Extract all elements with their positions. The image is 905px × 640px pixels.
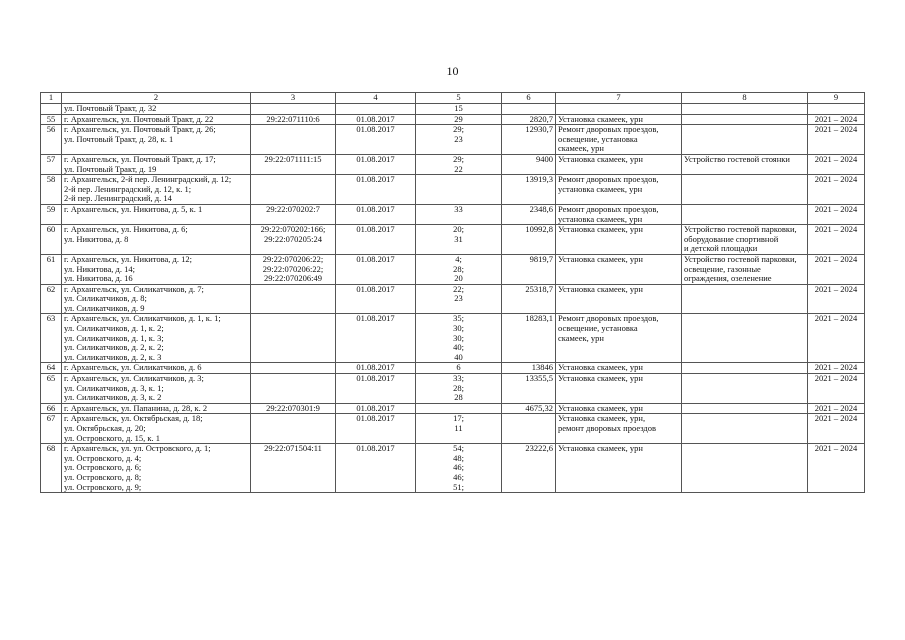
cost-cell: 4675,32 bbox=[502, 403, 556, 414]
area-cell: 29; 22 bbox=[416, 154, 502, 174]
period-cell: 2021 – 2024 bbox=[808, 403, 865, 414]
column-number-row bbox=[41, 93, 865, 104]
cost-cell bbox=[502, 414, 556, 444]
row-number: 55 bbox=[41, 114, 62, 125]
row-number: 60 bbox=[41, 225, 62, 255]
table-row bbox=[41, 204, 865, 224]
extra-works-cell bbox=[682, 374, 808, 404]
cost-cell: 12930,7 bbox=[502, 125, 556, 155]
date-cell: 01.08.2017 bbox=[336, 403, 416, 414]
works-cell bbox=[556, 104, 682, 115]
works-cell: Установка скамеек, урн bbox=[556, 374, 682, 404]
row-number: 67 bbox=[41, 414, 62, 444]
table-row bbox=[41, 104, 865, 115]
works-cell: Установка скамеек, урн bbox=[556, 254, 682, 284]
address-cell: г. Архангельск, ул. Папанина, д. 28, к. 2 bbox=[62, 403, 251, 414]
table-row bbox=[41, 114, 865, 125]
address-cell: г. Архангельск, ул. Никитова, д. 5, к. 1 bbox=[62, 204, 251, 224]
table-row bbox=[41, 175, 865, 205]
table-row bbox=[41, 225, 865, 255]
period-cell: 2021 – 2024 bbox=[808, 114, 865, 125]
cadastral-cell bbox=[251, 284, 336, 314]
date-cell: 01.08.2017 bbox=[336, 374, 416, 404]
works-cell: Установка скамеек, урн bbox=[556, 154, 682, 174]
works-cell: Установка скамеек, урн bbox=[556, 444, 682, 493]
cadastral-cell: 29:22:070202:7 bbox=[251, 204, 336, 224]
extra-works-cell: Устройство гостевой парковки, освещение, газонные ограждения, озеленение bbox=[682, 254, 808, 284]
period-cell bbox=[808, 104, 865, 115]
extra-works-cell bbox=[682, 125, 808, 155]
works-cell: Установка скамеек, урн, ремонт дворовых проездов bbox=[556, 414, 682, 444]
cadastral-cell: 29:22:071110:6 bbox=[251, 114, 336, 125]
period-cell: 2021 – 2024 bbox=[808, 154, 865, 174]
cadastral-cell bbox=[251, 314, 336, 363]
area-cell bbox=[416, 403, 502, 414]
works-cell: Установка скамеек, урн bbox=[556, 363, 682, 374]
address-cell: г. Архангельск, ул. Силикатчиков, д. 3; ул. Силикатчиков, д. 3, к. 1; ул. Силикатчиков, д. 3, к. 2 bbox=[62, 374, 251, 404]
row-number: 64 bbox=[41, 363, 62, 374]
column-header: 5 bbox=[416, 93, 502, 104]
period-cell: 2021 – 2024 bbox=[808, 444, 865, 493]
cost-cell: 18283,1 bbox=[502, 314, 556, 363]
period-cell: 2021 – 2024 bbox=[808, 125, 865, 155]
table-row bbox=[41, 444, 865, 493]
column-header: 7 bbox=[556, 93, 682, 104]
row-number: 56 bbox=[41, 125, 62, 155]
date-cell: 01.08.2017 bbox=[336, 204, 416, 224]
extra-works-cell bbox=[682, 104, 808, 115]
cost-cell: 13846 bbox=[502, 363, 556, 374]
date-cell: 01.08.2017 bbox=[336, 125, 416, 155]
cost-cell: 13919,3 bbox=[502, 175, 556, 205]
table-row bbox=[41, 254, 865, 284]
table-row bbox=[41, 125, 865, 155]
works-cell: Установка скамеек, урн bbox=[556, 225, 682, 255]
extra-works-cell bbox=[682, 414, 808, 444]
cost-cell: 13355,5 bbox=[502, 374, 556, 404]
extra-works-cell: Устройство гостевой парковки, оборудование спортивной и детской площадки bbox=[682, 225, 808, 255]
period-cell: 2021 – 2024 bbox=[808, 363, 865, 374]
date-cell: 01.08.2017 bbox=[336, 154, 416, 174]
row-number: 61 bbox=[41, 254, 62, 284]
address-cell: г. Архангельск, ул. Силикатчиков, д. 1, к. 1; ул. Силикатчиков, д. 1, к. 2; ул. Силикатчиков, д. 1, к. 3; ул. Силикатчиков, д. 2, к. 2; ул. Силикатчиков, д. 2, к. 3 bbox=[62, 314, 251, 363]
cost-cell: 2348,6 bbox=[502, 204, 556, 224]
address-cell: г. Архангельск, ул. Силикатчиков, д. 6 bbox=[62, 363, 251, 374]
cadastral-cell: 29:22:071504:11 bbox=[251, 444, 336, 493]
page-number: 10 bbox=[446, 64, 459, 78]
cadastral-cell bbox=[251, 104, 336, 115]
extra-works-cell bbox=[682, 363, 808, 374]
date-cell: 01.08.2017 bbox=[336, 114, 416, 125]
cost-cell bbox=[502, 104, 556, 115]
cadastral-cell: 29:22:070301:9 bbox=[251, 403, 336, 414]
area-cell: 29; 23 bbox=[416, 125, 502, 155]
date-cell: 01.08.2017 bbox=[336, 414, 416, 444]
address-cell: г. Архангельск, ул. Октябрьская, д. 18; ул. Октябрьская, д. 20; ул. Островского, д. 15, к. 1 bbox=[62, 414, 251, 444]
area-cell: 6 bbox=[416, 363, 502, 374]
extra-works-cell bbox=[682, 114, 808, 125]
works-cell: Ремонт дворовых проездов, установка скамеек, урн bbox=[556, 175, 682, 205]
table-row bbox=[41, 414, 865, 444]
table-row bbox=[41, 403, 865, 414]
area-cell: 15 bbox=[416, 104, 502, 115]
cost-cell: 9819,7 bbox=[502, 254, 556, 284]
works-cell: Ремонт дворовых проездов, освещение, установка скамеек, урн bbox=[556, 314, 682, 363]
works-cell: Установка скамеек, урн bbox=[556, 114, 682, 125]
column-header: 9 bbox=[808, 93, 865, 104]
cost-cell: 2820,7 bbox=[502, 114, 556, 125]
area-cell: 33; 28; 28 bbox=[416, 374, 502, 404]
period-cell: 2021 – 2024 bbox=[808, 374, 865, 404]
row-number bbox=[41, 104, 62, 115]
extra-works-cell bbox=[682, 314, 808, 363]
table-row bbox=[41, 374, 865, 404]
extra-works-cell: Устройство гостевой стоянки bbox=[682, 154, 808, 174]
cadastral-cell bbox=[251, 125, 336, 155]
period-cell: 2021 – 2024 bbox=[808, 225, 865, 255]
improvement-table bbox=[40, 92, 865, 493]
date-cell bbox=[336, 104, 416, 115]
area-cell bbox=[416, 175, 502, 205]
area-cell: 20; 31 bbox=[416, 225, 502, 255]
extra-works-cell bbox=[682, 175, 808, 205]
period-cell: 2021 – 2024 bbox=[808, 204, 865, 224]
cost-cell: 25318,7 bbox=[502, 284, 556, 314]
date-cell: 01.08.2017 bbox=[336, 175, 416, 205]
address-cell: г. Архангельск, ул. Почтовый Тракт, д. 22 bbox=[62, 114, 251, 125]
cadastral-cell bbox=[251, 374, 336, 404]
period-cell: 2021 – 2024 bbox=[808, 314, 865, 363]
date-cell: 01.08.2017 bbox=[336, 314, 416, 363]
address-cell: г. Архангельск, ул. Почтовый Тракт, д. 17; ул. Почтовый Тракт, д. 19 bbox=[62, 154, 251, 174]
extra-works-cell bbox=[682, 444, 808, 493]
period-cell: 2021 – 2024 bbox=[808, 175, 865, 205]
address-cell: г. Архангельск, 2-й пер. Ленинградский, д. 12; 2-й пер. Ленинградский, д. 12, к. 1; 2-й пер. Ленинградский, д. 14 bbox=[62, 175, 251, 205]
row-number: 62 bbox=[41, 284, 62, 314]
area-cell: 35; 30; 30; 40; 40 bbox=[416, 314, 502, 363]
address-cell: г. Архангельск, ул. Никитова, д. 6; ул. Никитова, д. 8 bbox=[62, 225, 251, 255]
table-row bbox=[41, 284, 865, 314]
address-cell: г. Архангельск, ул. ул. Островского, д. 1; ул. Островского, д. 4; ул. Островского, д. 6; ул. Островского, д. 8; ул. Островского, д. 9; bbox=[62, 444, 251, 493]
works-cell: Ремонт дворовых проездов, установка скамеек, урн bbox=[556, 204, 682, 224]
column-header: 2 bbox=[62, 93, 251, 104]
table-header bbox=[41, 93, 865, 104]
row-number: 66 bbox=[41, 403, 62, 414]
row-number: 68 bbox=[41, 444, 62, 493]
extra-works-cell bbox=[682, 284, 808, 314]
area-cell: 17; 11 bbox=[416, 414, 502, 444]
row-number: 65 bbox=[41, 374, 62, 404]
cadastral-cell: 29:22:071111:15 bbox=[251, 154, 336, 174]
extra-works-cell bbox=[682, 204, 808, 224]
area-cell: 4; 28; 20 bbox=[416, 254, 502, 284]
cadastral-cell: 29:22:070206:22; 29:22:070206:22; 29:22:070206:49 bbox=[251, 254, 336, 284]
table-row bbox=[41, 314, 865, 363]
cost-cell: 9400 bbox=[502, 154, 556, 174]
table-body bbox=[41, 104, 865, 493]
area-cell: 22; 23 bbox=[416, 284, 502, 314]
cadastral-cell bbox=[251, 414, 336, 444]
row-number: 63 bbox=[41, 314, 62, 363]
date-cell: 01.08.2017 bbox=[336, 254, 416, 284]
address-cell: г. Архангельск, ул. Почтовый Тракт, д. 26; ул. Почтовый Тракт, д. 28, к. 1 bbox=[62, 125, 251, 155]
column-header: 8 bbox=[682, 93, 808, 104]
address-cell: ул. Почтовый Тракт, д. 32 bbox=[62, 104, 251, 115]
column-header: 4 bbox=[336, 93, 416, 104]
period-cell: 2021 – 2024 bbox=[808, 254, 865, 284]
area-cell: 54; 48; 46; 46; 51; bbox=[416, 444, 502, 493]
row-number: 58 bbox=[41, 175, 62, 205]
cadastral-cell bbox=[251, 363, 336, 374]
works-cell: Ремонт дворовых проездов, освещение, установка скамеек, урн bbox=[556, 125, 682, 155]
address-cell: г. Архангельск, ул. Силикатчиков, д. 7; ул. Силикатчиков, д. 8; ул. Силикатчиков, д. 9 bbox=[62, 284, 251, 314]
cost-cell: 10992,8 bbox=[502, 225, 556, 255]
date-cell: 01.08.2017 bbox=[336, 284, 416, 314]
table-row bbox=[41, 363, 865, 374]
date-cell: 01.08.2017 bbox=[336, 363, 416, 374]
row-number: 59 bbox=[41, 204, 62, 224]
period-cell: 2021 – 2024 bbox=[808, 284, 865, 314]
column-header: 6 bbox=[502, 93, 556, 104]
cost-cell: 23222,6 bbox=[502, 444, 556, 493]
cadastral-cell bbox=[251, 175, 336, 205]
date-cell: 01.08.2017 bbox=[336, 225, 416, 255]
extra-works-cell bbox=[682, 403, 808, 414]
row-number: 57 bbox=[41, 154, 62, 174]
column-header: 1 bbox=[41, 93, 62, 104]
table-row bbox=[41, 154, 865, 174]
period-cell: 2021 – 2024 bbox=[808, 414, 865, 444]
area-cell: 29 bbox=[416, 114, 502, 125]
cadastral-cell: 29:22:070202:166; 29:22:070205:24 bbox=[251, 225, 336, 255]
works-cell: Установка скамеек, урн bbox=[556, 284, 682, 314]
works-cell: Установка скамеек, урн bbox=[556, 403, 682, 414]
column-header: 3 bbox=[251, 93, 336, 104]
address-cell: г. Архангельск, ул. Никитова, д. 12; ул. Никитова, д. 14; ул. Никитова, д. 16 bbox=[62, 254, 251, 284]
area-cell: 33 bbox=[416, 204, 502, 224]
date-cell: 01.08.2017 bbox=[336, 444, 416, 493]
